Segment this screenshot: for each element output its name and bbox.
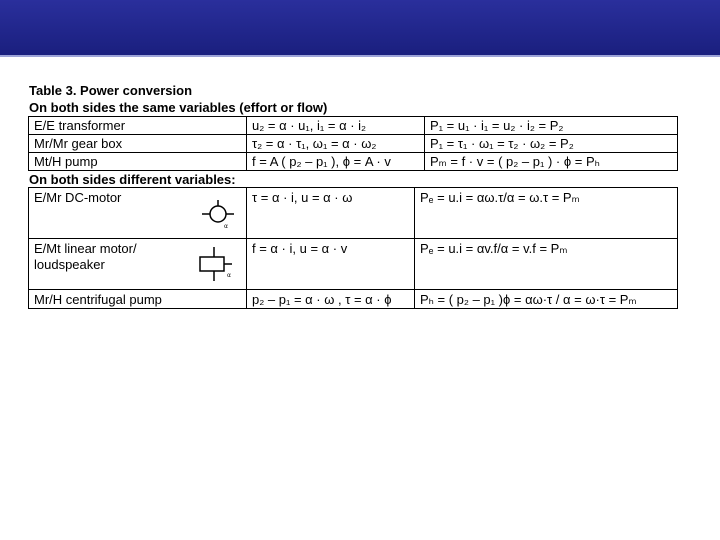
header-band — [0, 0, 720, 55]
relation-cell: p₂ – p₁ = α · ω , τ = α · ϕ — [247, 290, 415, 309]
coupling-label: α — [224, 223, 228, 230]
power-cell: Pₕ = ( p₂ – p₁ )ϕ = αω·τ / α = ω·τ = Pₘ — [415, 290, 678, 309]
relation-cell: u₂ = α · u₁, i₁ = α · i₂ — [247, 117, 425, 135]
element-name: Mt/H pump — [29, 153, 247, 171]
table-row — [29, 290, 678, 309]
section-heading-different-variables: On both sides different variables: — [29, 172, 236, 187]
element-name: E/E transformer — [29, 117, 247, 135]
linear-motor-symbol-icon — [194, 247, 234, 283]
dc-motor-symbol-icon — [202, 200, 236, 230]
element-name: E/Mr DC-motor — [34, 190, 122, 205]
element-name-cell — [29, 239, 247, 290]
power-cell: P₁ = u₁ · i₁ = u₂ · i₂ = P₂ — [425, 117, 678, 135]
element-name-line2: loudspeaker — [34, 257, 105, 272]
header-divider — [0, 55, 720, 57]
table-row — [29, 188, 678, 239]
table-row — [29, 135, 678, 153]
table-row — [29, 117, 678, 135]
power-cell: Pₘ = f · v = ( p₂ – p₁ ) · ϕ = Pₕ — [425, 153, 678, 171]
element-name-line1: E/Mt linear motor/ — [34, 241, 137, 256]
cell-content — [34, 241, 241, 279]
same-variables-table — [28, 116, 678, 171]
section-heading-same-variables: On both sides the same variables (effort or flow) — [29, 100, 328, 115]
different-variables-table — [28, 187, 678, 309]
power-cell: P₁ = τ₁ · ω₁ = τ₂ · ω₂ = P₂ — [425, 135, 678, 153]
relation-cell: τ₂ = α · τ₁, ω₁ = α · ω₂ — [247, 135, 425, 153]
power-cell: Pₑ = u.i = αv.f/α = v.f = Pₘ — [415, 239, 678, 290]
table-row — [29, 153, 678, 171]
relation-cell: f = α · i, u = α · v — [247, 239, 415, 290]
element-name: Mr/H centrifugal pump — [29, 290, 247, 309]
coupling-label: α — [227, 272, 231, 279]
power-cell: Pₑ = u.i = αω.τ/α = ω.τ = Pₘ — [415, 188, 678, 239]
table-row — [29, 239, 678, 290]
cell-content — [34, 190, 241, 230]
relation-cell: τ = α · i, u = α · ω — [247, 188, 415, 239]
table-title: Table 3. Power conversion — [29, 83, 193, 98]
element-name-cell — [29, 188, 247, 239]
relation-cell: f = A ( p₂ – p₁ ), ϕ = A · v — [247, 153, 425, 171]
element-name: Mr/Mr gear box — [29, 135, 247, 153]
